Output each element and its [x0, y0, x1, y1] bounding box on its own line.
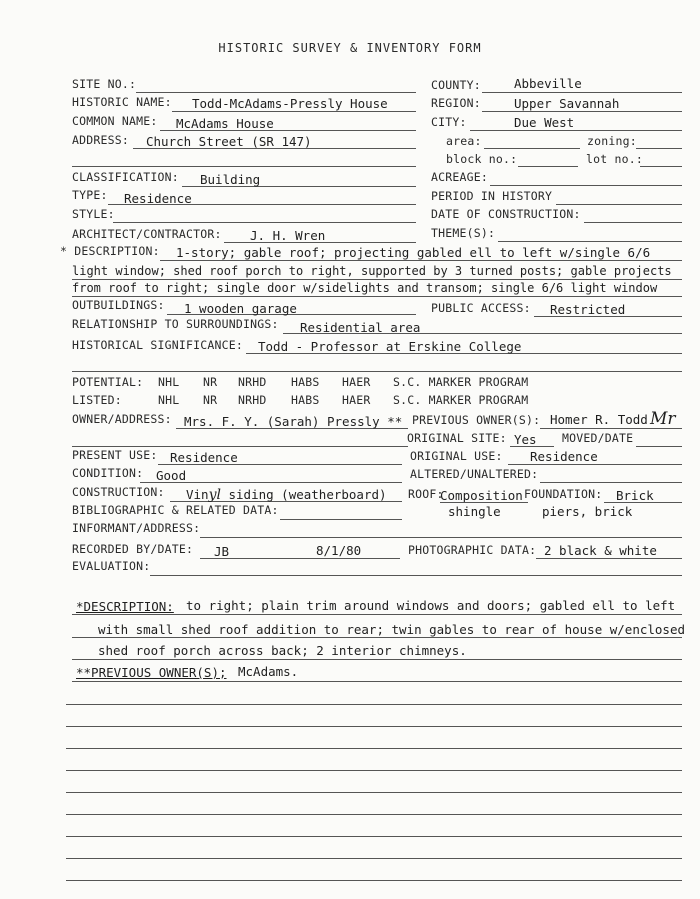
- county-line: [482, 92, 682, 93]
- relationship-label: RELATIONSHIP TO SURROUNDINGS:: [72, 317, 279, 331]
- address-value: Church Street (SR 147): [146, 134, 312, 149]
- site-no-label: SITE NO.:: [72, 77, 137, 91]
- description-underline-3: [72, 296, 682, 297]
- listed-nrhd: NRHD: [238, 393, 267, 407]
- description-underline-1: [160, 260, 682, 261]
- construction-handwritten: yl: [208, 487, 221, 503]
- region-line: [482, 111, 682, 112]
- original-site-value: Yes: [514, 432, 537, 447]
- photographic-line: [536, 558, 682, 559]
- recorded-by-value: JB: [214, 544, 230, 559]
- foundation-label: FOUNDATION:: [524, 487, 603, 501]
- lot-no-label: lot no.:: [586, 152, 643, 166]
- blank-line: [66, 748, 682, 749]
- listed-nhl: NHL: [158, 393, 180, 407]
- roof-value-2: shingle: [448, 504, 501, 519]
- original-site-label: ORIGINAL SITE:: [407, 431, 507, 445]
- informant-line: [200, 537, 682, 538]
- evaluation-label: EVALUATION:: [72, 559, 151, 573]
- continuation-line-3: [72, 659, 682, 660]
- region-label: REGION:: [431, 96, 481, 110]
- date-construction-line: [584, 222, 682, 223]
- recorded-label: RECORDED BY/DATE:: [72, 542, 194, 556]
- listed-nr: NR: [203, 393, 218, 407]
- public-access-value: Restricted: [550, 302, 626, 317]
- themes-label: THEME(S):: [431, 226, 496, 240]
- type-value: Residence: [124, 191, 192, 206]
- previous-owners-note-label: **PREVIOUS OWNER(S);: [76, 665, 227, 680]
- continuation-description-3: shed roof porch across back; 2 interior chimneys.: [98, 643, 467, 658]
- outbuildings-label: OUTBUILDINGS:: [72, 298, 165, 312]
- continuation-description-1: to right; plain trim around windows and doors; gabled ell to left: [186, 598, 676, 613]
- description-line-3: from roof to right; single door w/sidelights and transom; single 6/6 light window: [72, 281, 658, 295]
- area-label: area:: [446, 134, 482, 148]
- continuation-description-label: *DESCRIPTION:: [76, 599, 174, 614]
- themes-line: [498, 241, 682, 242]
- informant-label: INFORMANT/ADDRESS:: [72, 521, 201, 535]
- continuation-line-2: [72, 637, 682, 638]
- construction-value: [186, 488, 387, 502]
- blank-line: [66, 858, 682, 859]
- potential-label: POTENTIAL:: [72, 375, 144, 389]
- lot-no-line: [640, 166, 682, 167]
- potential-nr: NR: [203, 375, 218, 389]
- continuation-description-2: with small shed roof addition to rear; twin gables to rear of house w/enclosed: [98, 622, 685, 637]
- zoning-label: zoning:: [587, 134, 637, 148]
- city-value: Due West: [514, 115, 575, 130]
- blank-line: [66, 792, 682, 793]
- type-label: TYPE:: [72, 188, 108, 202]
- page-title: HISTORIC SURVEY & INVENTORY FORM: [218, 41, 482, 55]
- site-no-line: [136, 92, 416, 93]
- county-value: Abbeville: [514, 76, 582, 91]
- original-use-value: Residence: [530, 449, 598, 464]
- significance-line-2: [72, 371, 682, 372]
- potential-nhl: NHL: [158, 375, 180, 389]
- block-no-label: block no.:: [446, 152, 518, 166]
- description-underline-2: [72, 279, 682, 280]
- architect-value: J. H. Wren: [250, 228, 326, 243]
- bibliographic-label: BIBLIOGRAPHIC & RELATED DATA:: [72, 503, 279, 517]
- region-value: Upper Savannah: [514, 96, 620, 111]
- address-line-2: [72, 166, 416, 167]
- previous-owner-label: PREVIOUS OWNER(S):: [412, 413, 541, 427]
- blank-line: [66, 836, 682, 837]
- listed-marker: S.C. MARKER PROGRAM: [393, 393, 529, 407]
- original-use-label: ORIGINAL USE:: [410, 449, 503, 463]
- historic-name-label: HISTORIC NAME:: [72, 95, 172, 109]
- classification-value: Building: [200, 172, 261, 187]
- period-label: PERIOD IN HISTORY: [431, 189, 553, 203]
- public-access-label: PUBLIC ACCESS:: [431, 301, 531, 315]
- potential-habs: HABS: [291, 375, 320, 389]
- condition-value: Good: [156, 468, 187, 483]
- potential-marker: S.C. MARKER PROGRAM: [393, 375, 529, 389]
- construction-rest: siding (weatherboard): [220, 487, 387, 502]
- architect-label: ARCHITECT/CONTRACTOR:: [72, 227, 222, 241]
- description-line-2: light window; shed roof porch to right, supported by 3 turned posts; gable projects: [72, 264, 672, 278]
- description-label: * DESCRIPTION:: [60, 244, 160, 258]
- evaluation-line: [150, 575, 682, 576]
- period-line: [556, 204, 682, 205]
- common-name-value: McAdams House: [176, 116, 274, 131]
- date-construction-label: DATE OF CONSTRUCTION:: [431, 207, 581, 221]
- owner-label: OWNER/ADDRESS:: [72, 412, 172, 426]
- city-line: [470, 130, 682, 131]
- significance-value: Todd - Professor at Erskine College: [258, 339, 522, 354]
- acreage-label: ACREAGE:: [431, 170, 488, 184]
- outbuildings-value: 1 wooden garage: [184, 301, 297, 316]
- blank-line: [66, 704, 682, 705]
- altered-line: [540, 482, 682, 483]
- common-name-label: COMMON NAME:: [72, 114, 158, 128]
- listed-haer: HAER: [342, 393, 371, 407]
- present-use-label: PRESENT USE:: [72, 448, 158, 462]
- previous-owner-handwritten: Mr: [650, 409, 676, 429]
- roof-line: [440, 502, 528, 503]
- historic-name-value: Todd-McAdams-Pressly House: [192, 96, 388, 111]
- blank-line: [66, 726, 682, 727]
- continuation-line-4: [72, 681, 682, 682]
- construction-typed: Vin: [186, 487, 209, 502]
- continuation-line-1: [72, 614, 682, 615]
- recorded-date-value: 8/1/80: [316, 543, 362, 558]
- roof-value-1: Composition: [440, 488, 523, 503]
- owner-value: Mrs. F. Y. (Sarah) Pressly **: [184, 414, 403, 429]
- foundation-value-2: piers, brick: [542, 504, 633, 519]
- city-label: CITY:: [431, 115, 467, 129]
- owner-line-2: [72, 446, 408, 447]
- significance-label: HISTORICAL SIGNIFICANCE:: [72, 338, 243, 352]
- bibliographic-line: [280, 519, 402, 520]
- construction-label: CONSTRUCTION:: [72, 485, 165, 499]
- description-line-1: 1-story; gable roof; projecting gabled ell to left w/single 6/6: [176, 245, 651, 260]
- photographic-value: 2 black & white: [544, 543, 657, 558]
- potential-nrhd: NRHD: [238, 375, 267, 389]
- address-label: ADDRESS:: [72, 133, 129, 147]
- block-no-line: [518, 166, 578, 167]
- county-label: COUNTY:: [431, 78, 481, 92]
- classification-label: CLASSIFICATION:: [72, 170, 179, 184]
- recorded-line: [200, 558, 400, 559]
- blank-line: [66, 814, 682, 815]
- potential-haer: HAER: [342, 375, 371, 389]
- blank-line: [66, 880, 682, 881]
- roof-label: ROOF:: [408, 487, 444, 501]
- blank-line: [66, 770, 682, 771]
- present-use-value: Residence: [170, 450, 238, 465]
- condition-label: CONDITION:: [72, 466, 144, 480]
- acreage-line: [490, 185, 682, 186]
- previous-owner-value: Homer R. Todd: [550, 412, 648, 427]
- moved-date-line: [636, 446, 682, 447]
- altered-label: ALTERED/UNALTERED:: [410, 467, 539, 481]
- moved-date-label: MOVED/DATE: [562, 431, 634, 445]
- listed-habs: HABS: [291, 393, 320, 407]
- style-label: STYLE:: [72, 207, 115, 221]
- area-line: [484, 148, 580, 149]
- foundation-value-1: Brick: [616, 488, 654, 503]
- photographic-label: PHOTOGRAPHIC DATA:: [408, 543, 537, 557]
- listed-label: LISTED:: [72, 393, 122, 407]
- zoning-line: [636, 148, 682, 149]
- relationship-value: Residential area: [300, 320, 421, 335]
- previous-owners-note-value: McAdams.: [238, 664, 299, 679]
- original-use-line: [508, 464, 682, 465]
- style-line: [113, 222, 416, 223]
- historic-name-line: [172, 111, 416, 112]
